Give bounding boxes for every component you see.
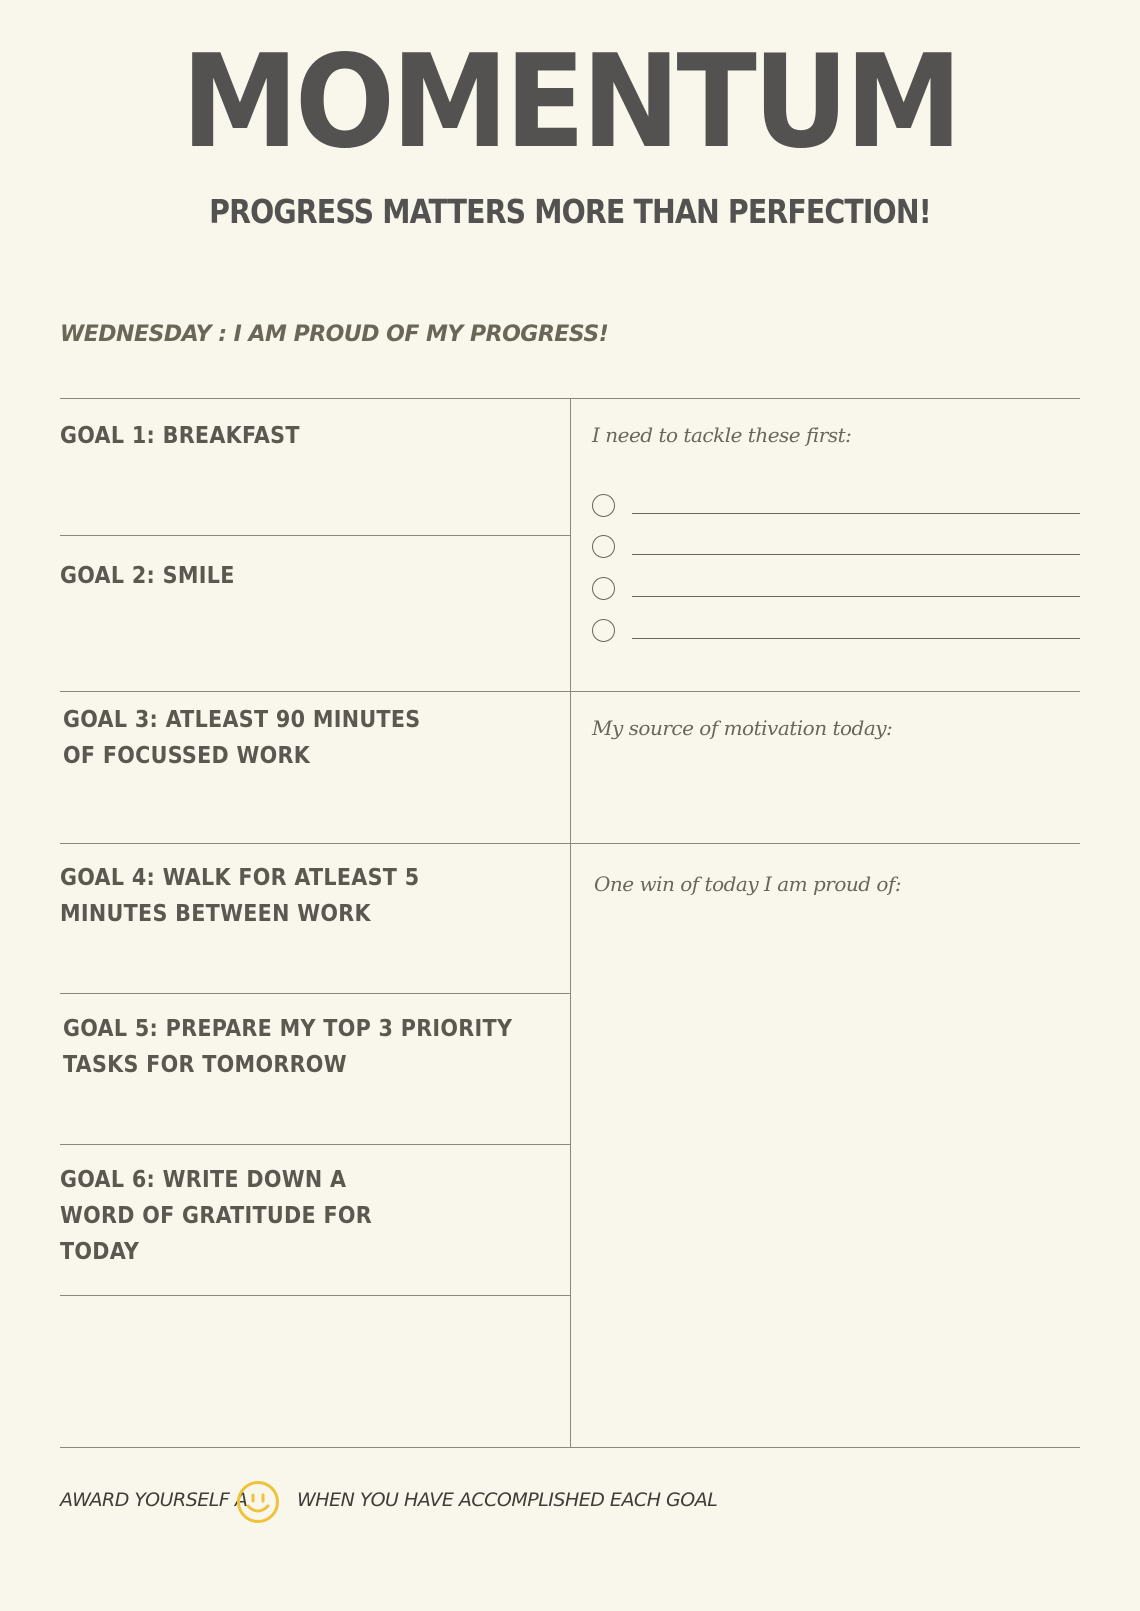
bottom-rule [60,1447,1080,1448]
tackle-first-prompt: I need to tackle these first: [592,423,852,447]
goal-divider [60,993,570,994]
day-heading: WEDNESDAY : I AM PROUD OF MY PROGRESS! [60,322,609,347]
page-subtitle: PROGRESS MATTERS MORE THAN PERFECTION! [209,192,931,231]
goal-divider [60,535,570,536]
goal-6: GOAL 6: WRITE DOWN A WORD OF GRATITUDE FOR TODAY [60,1167,373,1265]
goal-divider [60,1295,570,1296]
goal-1: GOAL 1: BREAKFAST [60,423,300,449]
task-checkbox-2[interactable] [592,535,615,558]
task-line-2[interactable] [632,554,1080,555]
task-line-3[interactable] [632,596,1080,597]
goal-4: GOAL 4: WALK FOR ATLEAST 5 MINUTES BETWEEN WORK [60,865,420,927]
task-checkbox-4[interactable] [592,619,615,642]
goal-divider [60,1144,570,1145]
smiley-face-icon [236,1480,280,1524]
section-divider [60,843,1080,844]
footer-text-start: AWARD YOURSELF A [60,1489,248,1511]
task-line-1[interactable] [632,513,1080,514]
section-divider [60,691,1080,692]
footer-text-end: WHEN YOU HAVE ACCOMPLISHED EACH GOAL [297,1489,718,1511]
goal-5: GOAL 5: PREPARE MY TOP 3 PRIORITY TASKS FOR TOMORROW [63,1016,513,1078]
motivation-prompt: My source of motivation today: [592,716,893,740]
task-line-4[interactable] [632,638,1080,639]
goal-2: GOAL 2: SMILE [60,563,235,589]
goal-3: GOAL 3: ATLEAST 90 MINUTES OF FOCUSSED WORK [63,707,421,769]
task-checkbox-1[interactable] [592,494,615,517]
page-title: MOMENTUM [181,28,959,177]
column-divider [570,398,571,1448]
win-prompt: One win of today I am proud of: [594,872,902,896]
task-checkbox-3[interactable] [592,577,615,600]
